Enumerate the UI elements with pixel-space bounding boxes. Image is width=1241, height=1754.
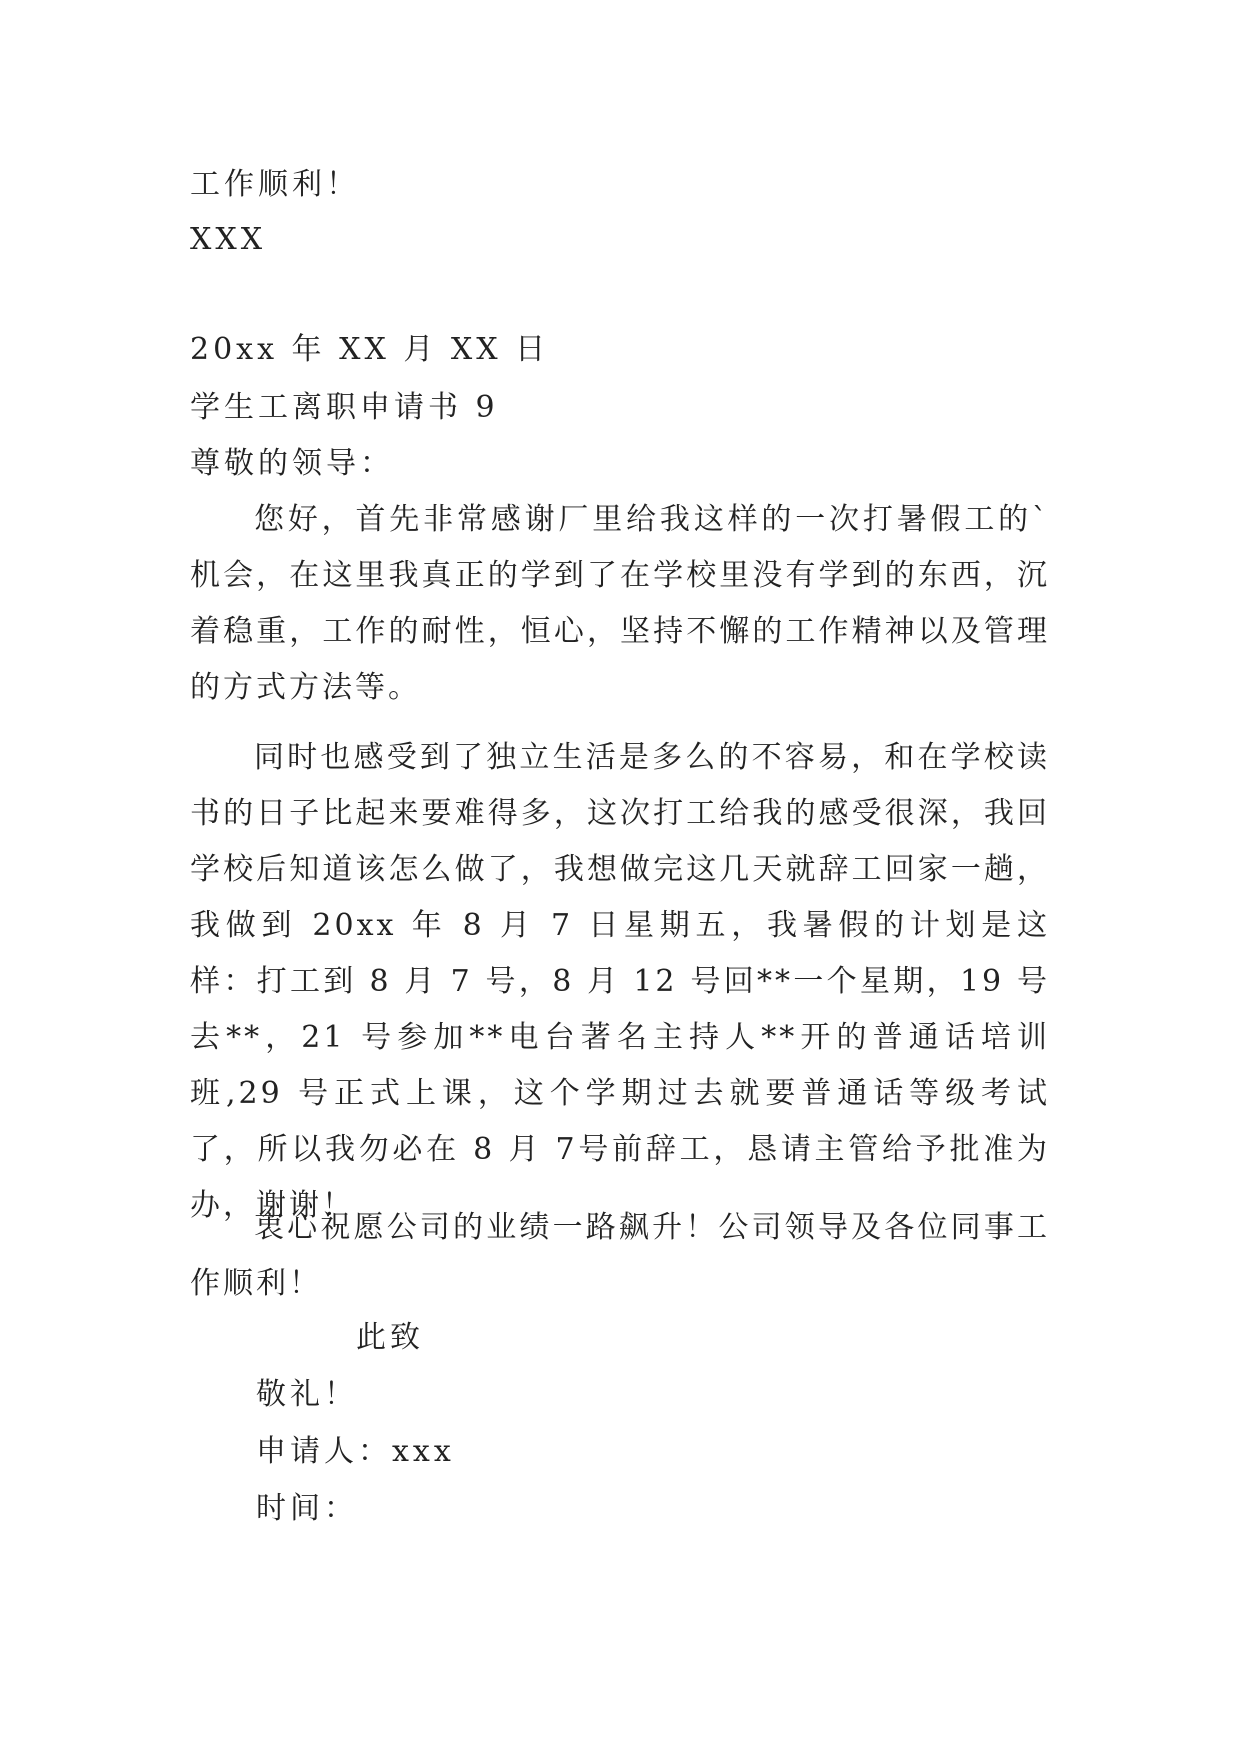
top-signer-line: XXX: [190, 222, 267, 257]
paragraph-3: 衷心祝愿公司的业绩一路飙升！公司领导及各位同事工作顺利！: [190, 1210, 1050, 1301]
salutation: 尊敬的领导：: [190, 446, 394, 481]
document-title: 学生工离职申请书 9: [190, 390, 499, 425]
closing-ci-zhi: 此致: [356, 1320, 424, 1355]
top-wish-line: 工作顺利！: [190, 167, 360, 202]
applicant-line: 申请人：xxx: [256, 1434, 455, 1469]
paragraph-2: 同时也感受到了独立生活是多么的不容易，和在学校读书的日子比起来要难得多，这次打工给我的感受很深，我回学校后知道该怎么做了，我想做完这几天就辞工回家一趟，我做到 20xx 年 8 月 7 日星期五，我暑假的计划是这样：打工到 8 月 7 号，8 月 12 号回**一个星期，19 号去**，21 号参加**电台著名主持人**开的普通话培训班,29 号正式上课，这个学期过去就要普通话等级考试了，所以我勿必在 8 月 7号前辞工，恳请主管给予批准为办，谢谢！: [190, 740, 1050, 1223]
top-date-line: 20xx 年 XX 月 XX 日: [190, 332, 550, 367]
time-line: 时间：: [256, 1491, 358, 1526]
paragraph-1: 您好，首先非常感谢厂里给我这样的一次打暑假工的`机会，在这里我真正的学到了在学校里没有学到的东西，沉着稳重，工作的耐性，恒心，坚持不懈的工作精神以及管理的方式方法等。: [190, 502, 1050, 705]
closing-jing-li: 敬礼！: [256, 1377, 358, 1412]
